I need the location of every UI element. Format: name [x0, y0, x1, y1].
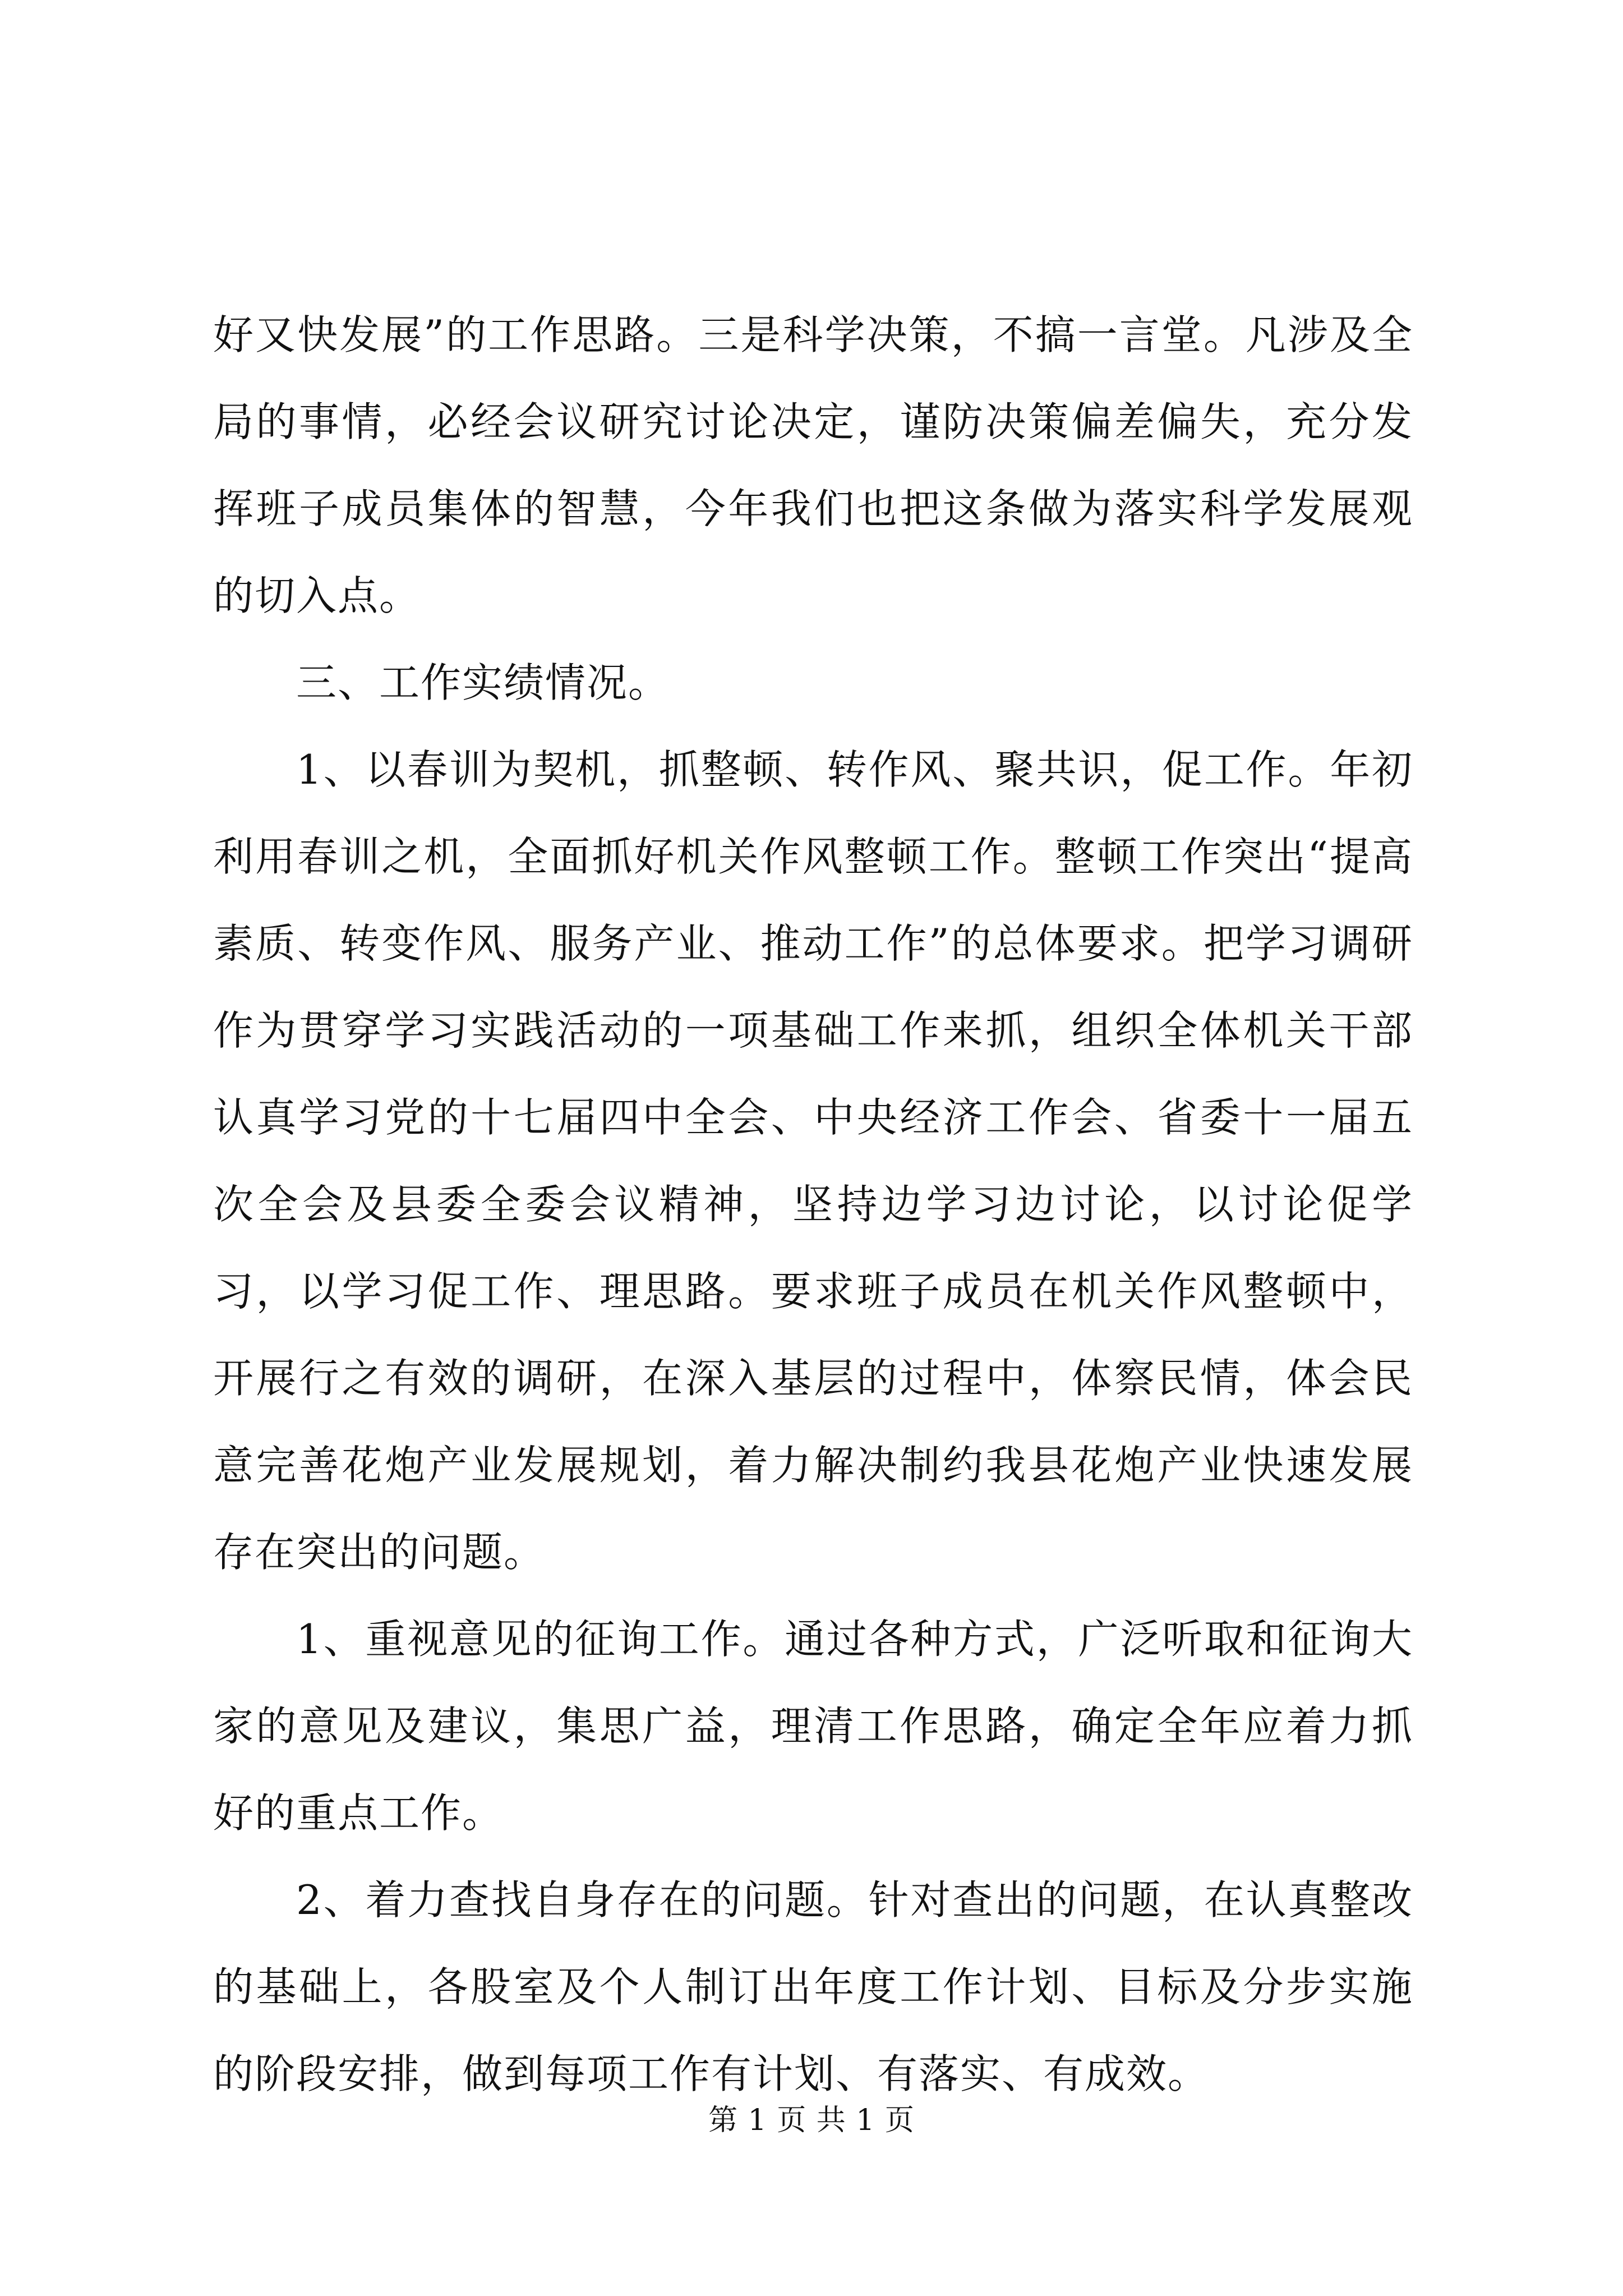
paragraph-opinion-collection: 1、重视意见的征询工作。通过各种方式，广泛听取和征询大家的意见及建议，集思广益，理清工作思路，确定全年应着力抓好的重点工作。 — [213, 1616, 1413, 1837]
section-heading-work-results: 三、工作实绩情况。 — [296, 659, 670, 706]
document-body — [213, 292, 1413, 2118]
paragraph-1: 好又快发展”的工作思路。三是科学决策，不搞一言堂。凡涉及全局的事情，必经会议研究讨论决定，谨防决策偏差偏失，充分发挥班子成员集体的智慧，今年我们也把这条做为落实科学发展观的切入点。 — [213, 311, 1413, 619]
paragraph-self-problems: 2、着力查找自身存在的问题。针对查出的问题，在认真整改的基础上，各股室及个人制订出年度工作计划、目标及分步实施的阶段安排，做到每项工作有计划、有落实、有成效。 — [213, 1876, 1413, 2097]
page-footer: 第 1 页 共 1 页 — [708, 2104, 915, 2137]
paragraph-spring-training: 1、以春训为契机，抓整顿、转作风、聚共识，促工作。年初利用春训之机，全面抓好机关作风整顿工作。整顿工作突出“提高素质、转变作风、服务产业、推动工作”的总体要求。把学习调研作为贯穿学习实践活动的一项基础工作来抓，组织全体机关干部认真学习党的十七届四中全会、中央经济工作会、省委十一届五次全会及县委全委会议精神，坚持边学习边讨论，以讨论促学习，以学习促工作、理思路。要求班子成员在机关作风整顿中，开展行之有效的调研，在深入基层的过程中，体察民情，体会民意完善花炮产业发展规划，着力解决制约我县花炮产业快速发展存在突出的问题。 — [213, 746, 1413, 1576]
